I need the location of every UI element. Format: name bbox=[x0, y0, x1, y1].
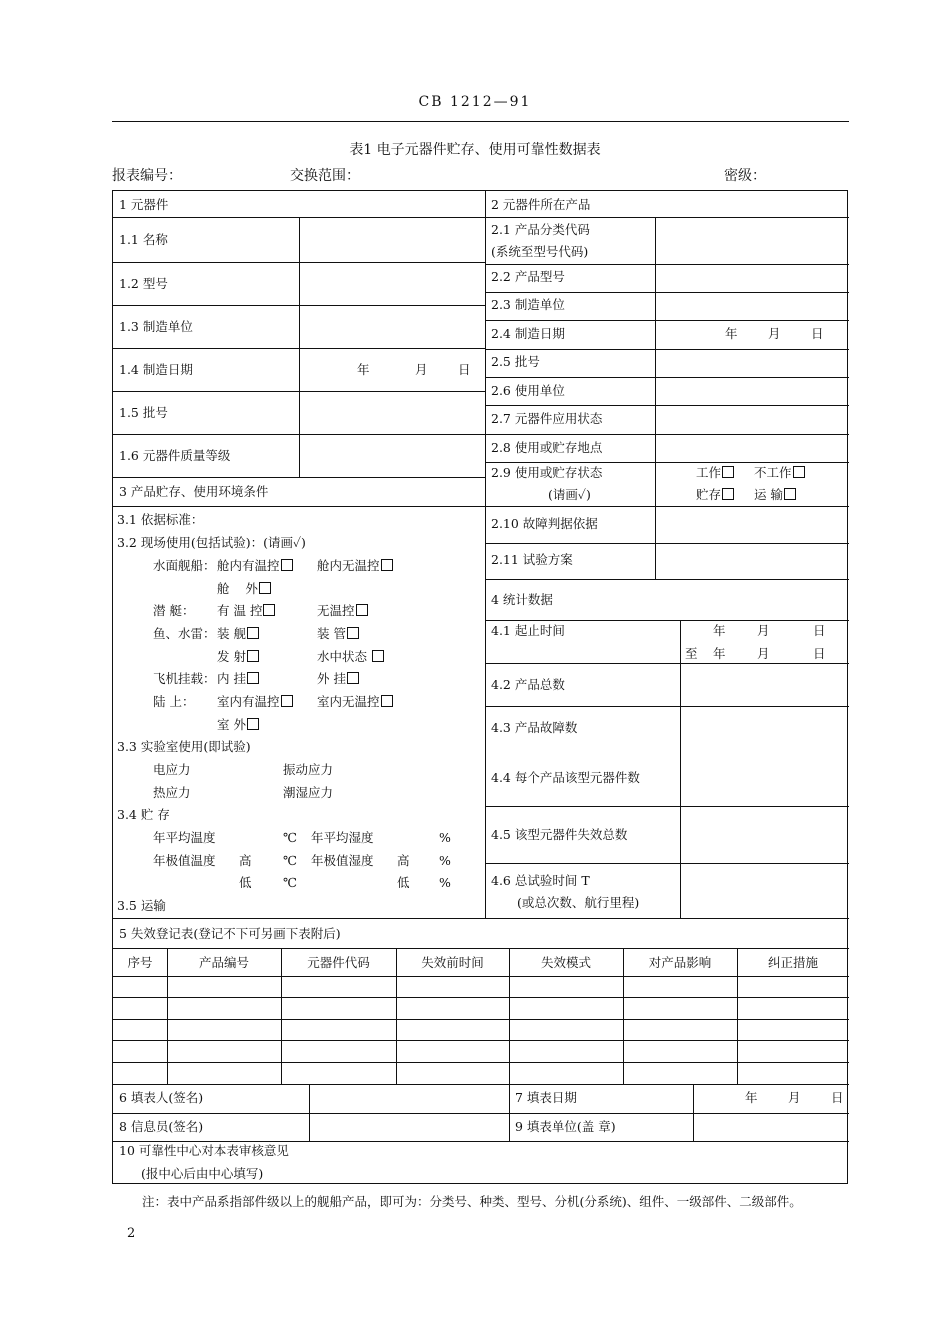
section-4-title: 4 统计数据 bbox=[491, 592, 553, 607]
field-7-label: 7 填表日期 bbox=[515, 1090, 577, 1105]
checkbox-icon bbox=[356, 604, 368, 616]
field-10-sub: (报中心后由中心填写) bbox=[141, 1166, 264, 1181]
field-1-2-label: 1.2 型号 bbox=[119, 276, 168, 291]
section-3-title: 3 产品贮存、使用环境条件 bbox=[119, 484, 269, 499]
submarine-label: 潜 艇： bbox=[153, 603, 195, 618]
checkbox-icon bbox=[247, 672, 259, 684]
col-header-product-no: 产品编号 bbox=[198, 955, 249, 970]
ship-label: 水面舰船： bbox=[153, 558, 216, 573]
date-day: 日 bbox=[831, 1090, 844, 1105]
field-2-7-label: 2.7 元器件应用状态 bbox=[491, 411, 603, 426]
field-2-5-label: 2.5 批号 bbox=[491, 354, 540, 369]
checkbox-icon bbox=[281, 695, 293, 707]
checkbox-icon bbox=[381, 695, 393, 707]
col-header-failure-mode: 失效模式 bbox=[540, 955, 591, 970]
field-3-2-label: 3.2 现场使用(包括试验)：(请画✓) bbox=[117, 535, 306, 550]
checkbox-icon bbox=[247, 718, 259, 730]
checkbox-icon bbox=[263, 604, 275, 616]
field-2-6-label: 2.6 使用单位 bbox=[491, 383, 565, 398]
checkbox-icon bbox=[722, 466, 734, 478]
ship-in-temp-option[interactable]: 舱内有温控 bbox=[217, 558, 293, 574]
state-storage-option[interactable]: 贮存 bbox=[696, 487, 734, 503]
checkbox-icon bbox=[247, 627, 259, 639]
checkbox-icon bbox=[784, 488, 796, 500]
torp-water-option[interactable]: 水中状态 bbox=[317, 649, 384, 665]
field-8-label: 8 信息员(签名) bbox=[119, 1119, 204, 1134]
checkbox-icon bbox=[347, 627, 359, 639]
field-1-3-label: 1.3 制造单位 bbox=[119, 319, 193, 334]
checkbox-icon bbox=[372, 650, 384, 662]
date-month: 月 bbox=[415, 362, 428, 377]
electric-stress-label: 电应力 bbox=[153, 762, 191, 777]
field-3-3-label: 3.3 实验室使用(即试验) bbox=[117, 739, 251, 754]
field-2-1-sub: (系统至型号代码) bbox=[491, 244, 589, 259]
checkbox-icon bbox=[247, 650, 259, 662]
date-day: 日 bbox=[813, 646, 826, 661]
vibration-stress-label: 振动应力 bbox=[283, 762, 334, 777]
unit-celsius: ℃ bbox=[283, 830, 297, 845]
field-2-4-label: 2.4 制造日期 bbox=[491, 326, 565, 341]
date-year: 年 bbox=[713, 623, 726, 638]
header-rule bbox=[112, 121, 849, 122]
field-4-3-label: 4.3 产品故障数 bbox=[491, 720, 578, 735]
thermal-stress-label: 热应力 bbox=[153, 785, 191, 800]
air-in-option[interactable]: 内 挂 bbox=[217, 671, 259, 687]
col-header-impact: 对产品影响 bbox=[648, 955, 712, 970]
torp-ship-option[interactable]: 装 舰 bbox=[217, 626, 259, 642]
field-10-label: 10 可靠性中心对本表审核意见 bbox=[119, 1143, 289, 1158]
date-day: 日 bbox=[813, 623, 826, 638]
unit-percent: % bbox=[439, 853, 451, 868]
date-year: 年 bbox=[745, 1090, 758, 1105]
section-1-title: 1 元器件 bbox=[119, 197, 169, 212]
field-3-5-label: 3.5 运输 bbox=[117, 898, 166, 913]
col-header-index: 序号 bbox=[127, 955, 153, 970]
field-4-6-sub: (或总次数、航行里程) bbox=[517, 895, 640, 910]
field-2-3-label: 2.3 制造单位 bbox=[491, 297, 565, 312]
state-work-option[interactable]: 工作 bbox=[696, 465, 734, 481]
low-label: 低 bbox=[397, 875, 410, 890]
state-transport-option[interactable]: 运 输 bbox=[754, 487, 796, 503]
sub-notemp-option[interactable]: 无温控 bbox=[317, 603, 368, 619]
document-code: CB 1212—91 bbox=[418, 94, 532, 110]
field-2-2-label: 2.2 产品型号 bbox=[491, 269, 565, 284]
field-2-9-hint: (请画✓) bbox=[548, 487, 591, 502]
ship-in-notemp-option[interactable]: 舱内无温控 bbox=[317, 558, 393, 574]
checkbox-icon bbox=[259, 582, 271, 594]
col-header-time-to-failure: 失效前时间 bbox=[421, 955, 484, 970]
date-month: 月 bbox=[788, 1090, 801, 1105]
checkbox-icon bbox=[381, 559, 393, 571]
field-3-4-label: 3.4 贮 存 bbox=[117, 807, 170, 822]
extreme-humidity-label: 年极值湿度 bbox=[311, 853, 374, 868]
air-out-option[interactable]: 外 挂 bbox=[317, 671, 359, 687]
section-5-title: 5 失效登记表(登记不下可另画下表附后) bbox=[119, 926, 341, 941]
field-4-5-label: 4.5 该型元器件失效总数 bbox=[491, 827, 628, 842]
report-number-label: 报表编号： bbox=[112, 168, 182, 184]
field-4-4-label: 4.4 每个产品该型元器件数 bbox=[491, 770, 640, 785]
date-year: 年 bbox=[725, 326, 738, 341]
data-form bbox=[112, 190, 848, 1184]
checkbox-icon bbox=[722, 488, 734, 500]
humidity-stress-label: 潮湿应力 bbox=[283, 785, 334, 800]
field-4-2-label: 4.2 产品总数 bbox=[491, 677, 565, 692]
field-2-11-label: 2.11 试验方案 bbox=[491, 552, 573, 567]
field-6-label: 6 填表人(签名) bbox=[119, 1090, 204, 1105]
unit-celsius: ℃ bbox=[283, 875, 297, 890]
extreme-temp-label: 年极值温度 bbox=[153, 853, 216, 868]
field-1-4-label: 1.4 制造日期 bbox=[119, 362, 193, 377]
land-out-option[interactable]: 室 外 bbox=[217, 717, 259, 733]
date-day: 日 bbox=[811, 326, 824, 341]
security-level-label: 密级： bbox=[724, 168, 766, 184]
land-label: 陆 上： bbox=[153, 694, 195, 709]
field-2-9-label: 2.9 使用或贮存状态 bbox=[491, 465, 603, 480]
land-notemp-option[interactable]: 室内无温控 bbox=[317, 694, 393, 710]
checkbox-icon bbox=[347, 672, 359, 684]
field-1-1-label: 1.1 名称 bbox=[119, 232, 168, 247]
field-4-6-label: 4.6 总试验时间 T bbox=[491, 873, 590, 888]
date-day: 日 bbox=[458, 362, 471, 377]
date-month: 月 bbox=[757, 646, 770, 661]
avg-humidity-label: 年平均湿度 bbox=[311, 830, 374, 845]
low-label: 低 bbox=[239, 875, 252, 890]
checkbox-icon bbox=[793, 466, 805, 478]
date-year: 年 bbox=[713, 646, 726, 661]
field-1-5-label: 1.5 批号 bbox=[119, 405, 168, 420]
date-month: 月 bbox=[768, 326, 781, 341]
column-divider bbox=[485, 191, 486, 918]
table-title: 表1 电子元器件贮存、使用可靠性数据表 bbox=[349, 142, 601, 158]
col-header-corrective-action: 纠正措施 bbox=[767, 955, 818, 970]
field-2-8-label: 2.8 使用或贮存地点 bbox=[491, 440, 603, 455]
field-9-label: 9 填表单位(盖 章) bbox=[515, 1119, 616, 1134]
torp-launch-option[interactable]: 发 射 bbox=[217, 649, 259, 665]
unit-celsius: ℃ bbox=[283, 853, 297, 868]
date-month: 月 bbox=[757, 623, 770, 638]
torp-tube-option[interactable]: 装 管 bbox=[317, 626, 359, 642]
footnote: 注：表中产品系指部件级以上的舰船产品，即可为：分类号、种类、型号、分机(分系统)、组件、一级部件、二级部件。 bbox=[142, 1194, 802, 1209]
field-2-1-label: 2.1 产品分类代码 bbox=[491, 222, 590, 237]
page-number: 2 bbox=[127, 1226, 136, 1241]
col-header-component-code: 元器件代码 bbox=[307, 955, 370, 970]
unit-percent: % bbox=[439, 875, 451, 890]
field-3-1-label: 3.1 依据标准： bbox=[117, 512, 204, 527]
torpedo-label: 鱼、水雷： bbox=[153, 626, 216, 641]
high-label: 高 bbox=[397, 853, 410, 868]
state-nonwork-option[interactable]: 不工作 bbox=[754, 465, 805, 481]
range-to-label: 至 bbox=[685, 646, 698, 661]
checkbox-icon bbox=[281, 559, 293, 571]
unit-percent: % bbox=[439, 830, 451, 845]
land-temp-option[interactable]: 室内有温控 bbox=[217, 694, 293, 710]
field-4-1-label: 4.1 起止时间 bbox=[491, 623, 565, 638]
field-2-10-label: 2.10 故障判据依据 bbox=[491, 516, 598, 531]
field-1-6-label: 1.6 元器件质量等级 bbox=[119, 448, 231, 463]
ship-out-option[interactable]: 舱 外 bbox=[217, 581, 271, 597]
avg-temp-label: 年平均温度 bbox=[153, 830, 216, 845]
sub-temp-option[interactable]: 有 温 控 bbox=[217, 603, 275, 619]
section-2-title: 2 元器件所在产品 bbox=[491, 197, 591, 212]
aircraft-label: 飞机挂载： bbox=[153, 671, 216, 686]
high-label: 高 bbox=[239, 853, 252, 868]
date-year: 年 bbox=[357, 362, 370, 377]
exchange-scope-label: 交换范围： bbox=[290, 168, 360, 184]
